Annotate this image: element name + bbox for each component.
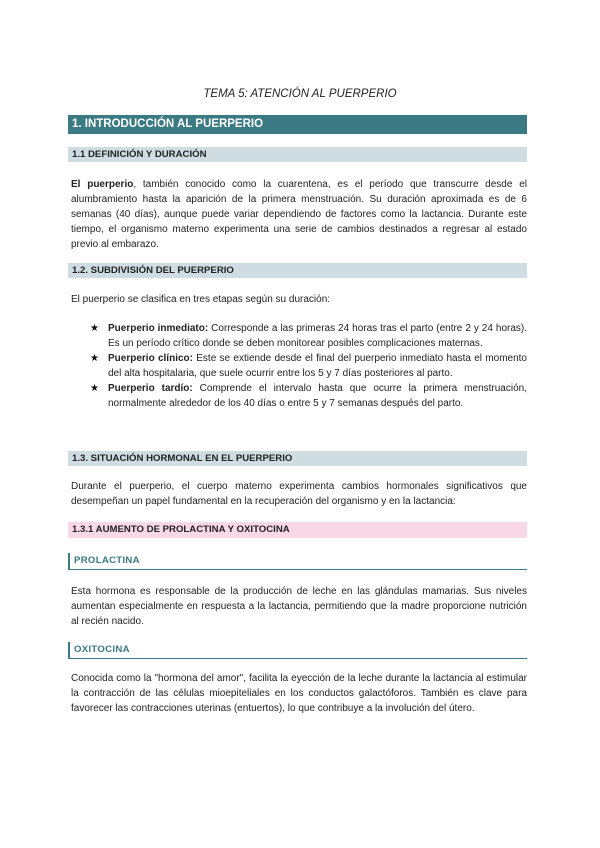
list-item-term: Puerperio inmediato: <box>108 323 209 334</box>
list-item <box>71 351 527 381</box>
list-item-text: Comprende el intervalo hasta que ocurre la primera menstruación, normalmente alrededor de los 40 días o entre 5 y 7 semanas después del parto. <box>108 383 527 409</box>
subsection-heading-subdivision: 1.2. SUBDIVISIÓN DEL PUERPERIO <box>68 263 527 278</box>
heading-oxitocina: OXITOCINA <box>68 642 527 659</box>
subdivision-intro: El puerperio se clasifica en tres etapas según su duración: <box>71 294 331 305</box>
document-title: TEMA 5: ATENCIÓN AL PUERPERIO <box>203 88 397 100</box>
subsection-heading-situacion-hormonal: 1.3. SITUACIÓN HORMONAL EN EL PUERPERIO <box>68 451 527 466</box>
list-item <box>71 381 527 411</box>
star-icon: ★ <box>90 353 99 364</box>
list-item-text: Corresponde a las primeras 24 horas tras el parto (entre 2 y 24 horas). Es un período crítico donde se deben monitorear posibles complicaciones maternas. <box>108 323 528 349</box>
etapas-list <box>71 321 527 411</box>
definicion-term: El puerperio <box>71 179 134 190</box>
list-item-term: Puerperio clínico: <box>108 353 193 364</box>
subsubsection-heading-prolactina-oxitocina: 1.3.1 AUMENTO DE PROLACTINA Y OXITOCINA <box>68 522 527 538</box>
heading-prolactina: PROLACTINA <box>68 553 527 570</box>
list-item-term: Puerperio tardío: <box>108 383 193 394</box>
definicion-paragraph <box>71 177 527 252</box>
list-item-text: Este se extiende desde el final del puerperio inmediato hasta el momento del alta hospitalaria, que suele ocurrir entre los 5 y 7 días posteriores al parto. <box>108 353 527 379</box>
section-heading-introduccion: 1. INTRODUCCIÓN AL PUERPERIO <box>68 115 527 134</box>
prolactina-paragraph: Esta hormona es responsable de la producción de leche en las glándulas mamarias. Sus niveles aumentan especialmente en respuesta a la lactancia, permitiendo que la madre proporcione nutrición al recién nacido. <box>71 586 527 627</box>
definicion-text: , también conocido como la cuarentena, es el período que transcurre desde el alumbramiento hasta la aparición de la primera menstruación. Su duración aproximada es de 6 semanas (40 días), aunque puede variar dependiendo de factores como la lactancia. Durante este tiempo, el organismo materno experimenta una serie de cambios destinados a regresar al estado previo al embarazo. <box>71 179 527 250</box>
star-icon: ★ <box>90 383 99 394</box>
star-icon: ★ <box>90 323 99 334</box>
situacion-hormonal-paragraph: Durante el puerperio, el cuerpo materno experimenta cambios hormonales significativos que desempeñan un papel fundamental en la recuperación del organismo y en la lactancia: <box>71 481 527 507</box>
list-item <box>71 321 527 351</box>
oxitocina-paragraph: Conocida como la "hormona del amor", facilita la eyección de la leche durante la lactancia al estimular la contracción de las células mioepiteliales en los conductos galactóforos. También es clave para favorecer las contracciones uterinas (entuertos), lo que contribuye a la involución del útero. <box>71 673 527 714</box>
subsection-heading-definicion: 1.1 DEFINICIÓN Y DURACIÓN <box>68 147 527 162</box>
